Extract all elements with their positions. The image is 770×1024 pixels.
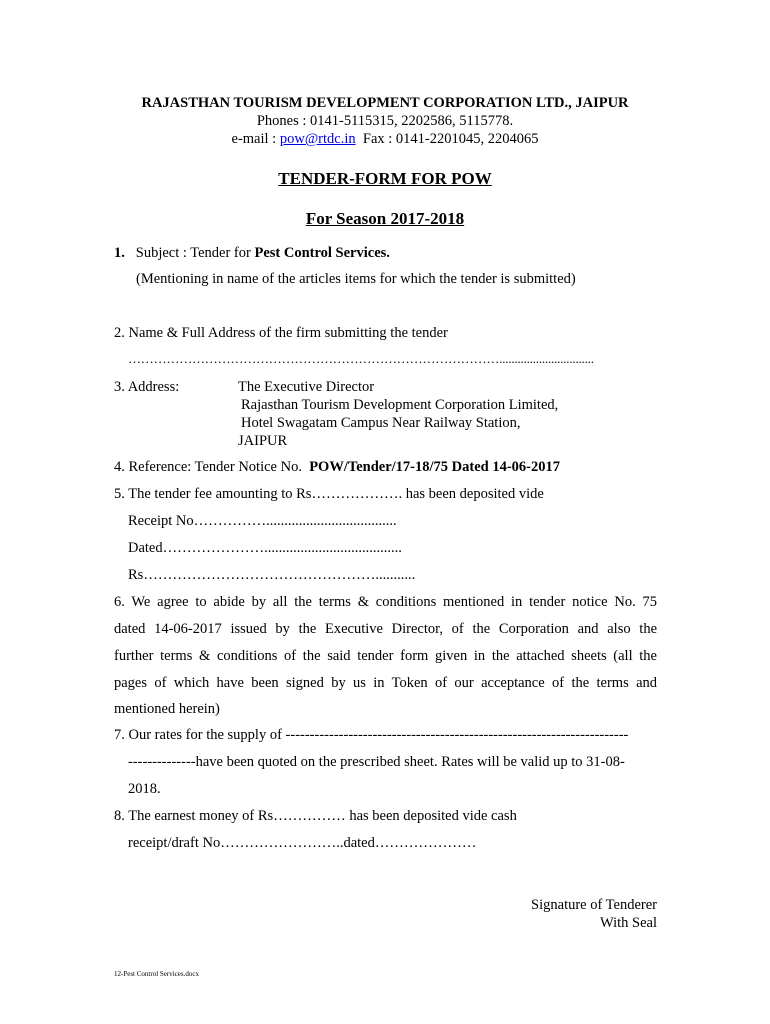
item-8-receipt-draft: receipt/draft No……………………..dated………………… xyxy=(128,835,477,851)
item-7-line-1: 7. Our rates for the supply of ----------------------------------------------------------------------- xyxy=(114,727,629,743)
receipt-no-line: Receipt No…………….................................... xyxy=(128,513,397,529)
item-4-reference xyxy=(114,459,560,476)
dated-line: Dated…………………...................................... xyxy=(128,540,402,556)
item-1-subject xyxy=(114,245,390,262)
footer-filename: 12-Pest Control Services.docx xyxy=(114,970,199,978)
address-line-3: Hotel Swagatam Campus Near Railway Station, xyxy=(241,415,521,431)
page-title: TENDER-FORM FOR POW xyxy=(278,169,492,188)
org-header: RAJASTHAN TOURISM DEVELOPMENT CORPORATION LTD., JAIPUR xyxy=(141,95,629,111)
item-7-line-2: --------------have been quoted on the prescribed sheet. Rates will be valid up to 31-08- xyxy=(128,754,625,770)
reference-prefix: 4. Reference: Tender Notice No. xyxy=(114,459,310,475)
email-fax-line xyxy=(0,131,770,148)
item-5-tender-fee: 5. The tender fee amounting to Rs………………. has been deposited vide xyxy=(114,486,544,502)
email-label: e-mail : xyxy=(231,131,280,147)
address-line-2: Rajasthan Tourism Development Corporation Limited, xyxy=(241,397,559,413)
fax-text: Fax : 0141-2201045, 2204065 xyxy=(355,131,539,147)
email-link[interactable]: pow@rtdc.in xyxy=(279,131,356,147)
signature-of-tenderer: Signature of Tenderer xyxy=(531,897,657,913)
item-1-note: (Mentioning in name of the articles items for which the tender is submitted) xyxy=(136,271,576,287)
address-line-1: The Executive Director xyxy=(238,379,375,395)
item-6-line-1: 6. We agree to abide by all the terms & conditions mentioned in tender notice No. 75 xyxy=(114,594,657,610)
with-seal: With Seal xyxy=(599,915,657,931)
season-title: For Season 2017-2018 xyxy=(305,209,465,228)
item-6-line-2: dated 14-06-2017 issued by the Executive Director, of the Corporation and also the xyxy=(114,621,657,637)
subject-service: Pest Control Services. xyxy=(254,245,390,261)
item-6-line-3: further terms & conditions of the said tender form given in the attached sheets (all the xyxy=(114,648,657,664)
item-6-line-4: pages of which have been signed by us in Token of our acceptance of the terms and xyxy=(114,675,657,691)
reference-number: POW/Tender/17-18/75 Dated 14-06-2017 xyxy=(309,459,560,475)
address-line-4: JAIPUR xyxy=(238,433,288,449)
item-7-line-3: 2018. xyxy=(128,781,161,797)
item-3-label: 3. Address: xyxy=(114,379,180,395)
phones-line: Phones : 0141-5115315, 2202586, 5115778. xyxy=(256,113,514,129)
item-8-earnest-money: 8. The earnest money of Rs…………… has been deposited vide cash xyxy=(114,808,517,824)
item-2-name-address: 2. Name & Full Address of the firm submitting the tender xyxy=(114,325,448,341)
item-1-number: 1. xyxy=(114,245,125,261)
item-6-line-5: mentioned herein) xyxy=(114,701,220,717)
rs-line: Rs…………………………………………........... xyxy=(128,567,416,583)
subject-prefix: Subject : Tender for xyxy=(135,245,255,261)
item-2-fill-line: ……………………………………………………………………………............................... xyxy=(128,351,594,366)
